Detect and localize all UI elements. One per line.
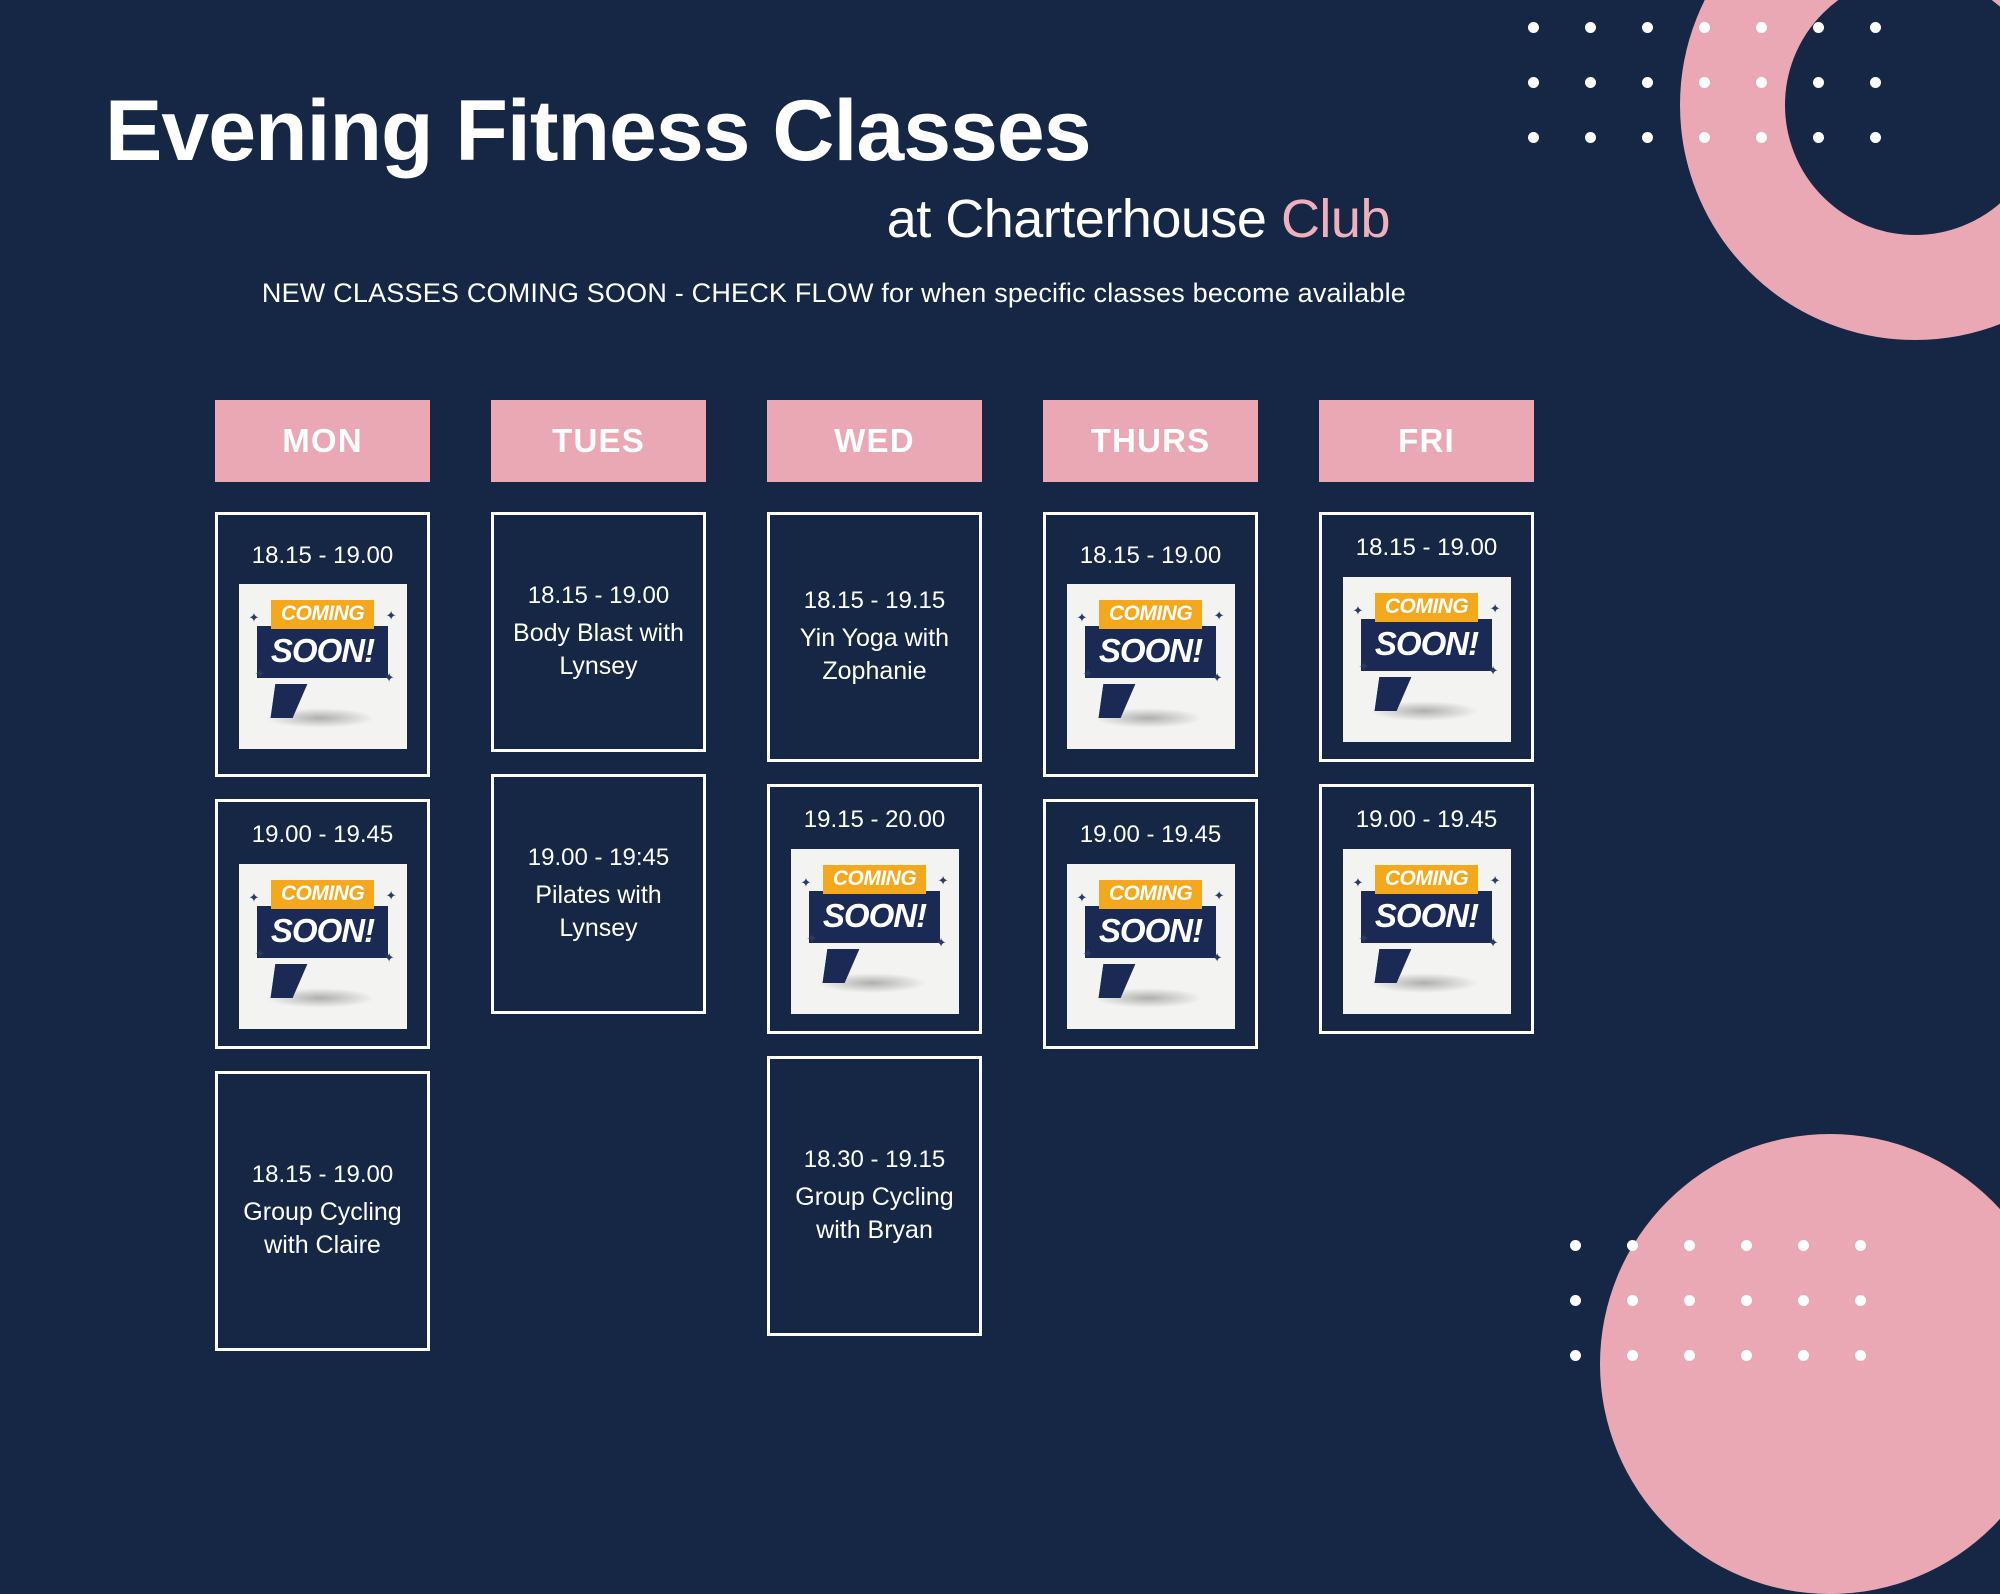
- badge-coming-label: COMING: [1375, 593, 1478, 622]
- class-slot-time: 19.00 - 19:45: [527, 844, 670, 872]
- badge-bubble-tail: [270, 964, 307, 998]
- decorative-dot: [1870, 77, 1881, 88]
- day-header-mon: MON: [215, 400, 430, 482]
- class-slot[interactable]: [1043, 512, 1258, 777]
- day-column-mon: [215, 400, 430, 1351]
- decorative-dot: [1813, 22, 1824, 33]
- decorative-dot: [1870, 22, 1881, 33]
- poster-header: [0, 0, 1500, 309]
- day-slot-list: [1043, 512, 1258, 1049]
- page-title: Evening Fitness Classes: [105, 83, 1091, 179]
- class-slot-time: 18.15 - 19.00: [527, 582, 670, 610]
- decorative-dot: [1699, 22, 1710, 33]
- badge-soon-label: SOON!: [1085, 906, 1216, 958]
- class-slot[interactable]: [767, 1056, 982, 1336]
- sparkle-icon: ✦: [254, 945, 266, 961]
- coming-soon-speech-bubble-icon: [1343, 577, 1511, 742]
- class-slot-time: 19.00 - 19.45: [251, 821, 394, 849]
- decorative-dot: [1813, 132, 1824, 143]
- coming-soon-speech-bubble-icon: [1343, 849, 1511, 1014]
- sparkle-icon: ✦: [254, 666, 266, 682]
- decorative-dot: [1528, 22, 1539, 33]
- class-slot-time: 18.30 - 19.15: [803, 1146, 946, 1174]
- class-slot[interactable]: [215, 799, 430, 1049]
- badge-bubble-tail: [270, 684, 307, 718]
- class-slot[interactable]: [215, 1071, 430, 1351]
- class-slot[interactable]: [491, 774, 706, 1014]
- sparkle-icon: ✦: [1076, 610, 1088, 626]
- day-column-wed: [767, 400, 982, 1351]
- coming-soon-speech-bubble-icon: [239, 864, 407, 1029]
- class-slot[interactable]: [767, 784, 982, 1034]
- coming-soon-speech-bubble-icon: [791, 849, 959, 1014]
- day-header-wed: WED: [767, 400, 982, 482]
- decorative-dot: [1756, 132, 1767, 143]
- sparkle-icon: ✦: [935, 934, 947, 950]
- badge-soon-label: SOON!: [1085, 626, 1216, 678]
- sparkle-icon: ✦: [1358, 658, 1370, 674]
- sparkle-icon: ✦: [1082, 666, 1094, 682]
- weekly-schedule-grid: [215, 400, 1534, 1351]
- decorative-dot-grid-top-right: [1528, 22, 1838, 172]
- class-slot-time: 19.15 - 20.00: [803, 806, 946, 834]
- decorative-dot: [1699, 132, 1710, 143]
- sparkle-icon: ✦: [1213, 887, 1225, 903]
- decorative-dot: [1855, 1295, 1866, 1306]
- sparkle-icon: ✦: [1489, 872, 1501, 888]
- decorative-dot: [1855, 1240, 1866, 1251]
- class-slot[interactable]: [1319, 512, 1534, 762]
- decorative-dot: [1756, 22, 1767, 33]
- class-slot-description: Pilates with Lynsey: [535, 880, 662, 943]
- sparkle-icon: ✦: [385, 608, 397, 624]
- coming-soon-speech-bubble-icon: [1067, 864, 1235, 1029]
- decorative-dot: [1798, 1240, 1809, 1251]
- sparkle-icon: ✦: [383, 670, 395, 686]
- sparkle-icon: ✦: [1352, 874, 1364, 890]
- day-slot-list: [1319, 512, 1534, 1034]
- class-slot[interactable]: [1043, 799, 1258, 1049]
- class-slot-description: Body Blast with Lynsey: [513, 618, 684, 681]
- class-slot-time: 19.00 - 19.45: [1355, 806, 1498, 834]
- class-slot[interactable]: [1319, 784, 1534, 1034]
- class-slot-time: 18.15 - 19.00: [251, 1161, 394, 1189]
- badge-coming-label: COMING: [271, 880, 374, 909]
- page-subtitle: [0, 188, 1500, 250]
- day-column-fri: [1319, 400, 1534, 1351]
- sparkle-icon: ✦: [383, 949, 395, 965]
- decorative-dot: [1684, 1350, 1695, 1361]
- decorative-dot: [1627, 1240, 1638, 1251]
- badge-soon-label: SOON!: [809, 891, 940, 943]
- day-column-tues: [491, 400, 706, 1351]
- sparkle-icon: ✦: [1076, 889, 1088, 905]
- page-tagline: NEW CLASSES COMING SOON - CHECK FLOW for when specific classes become available: [261, 278, 1406, 308]
- sparkle-icon: ✦: [937, 872, 949, 888]
- page-subtitle-main: at Charterhouse: [886, 189, 1281, 249]
- sparkle-icon: ✦: [1082, 945, 1094, 961]
- decorative-dot: [1699, 77, 1710, 88]
- badge-soon-label: SOON!: [1361, 619, 1492, 671]
- decorative-dot: [1585, 77, 1596, 88]
- sparkle-icon: ✦: [248, 610, 260, 626]
- class-slot-description: Yin Yoga with Zophanie: [799, 623, 950, 686]
- badge-bubble-tail: [1374, 949, 1411, 983]
- day-slot-list: [767, 512, 982, 1336]
- sparkle-icon: ✦: [385, 887, 397, 903]
- badge-soon-label: SOON!: [257, 626, 388, 678]
- decorative-dot: [1798, 1350, 1809, 1361]
- class-slot[interactable]: [215, 512, 430, 777]
- sparkle-icon: ✦: [800, 874, 812, 890]
- sparkle-icon: ✦: [1213, 608, 1225, 624]
- sparkle-icon: ✦: [1211, 670, 1223, 686]
- decorative-dot: [1642, 77, 1653, 88]
- day-header-tues: TUES: [491, 400, 706, 482]
- decorative-dot: [1684, 1295, 1695, 1306]
- decorative-dot: [1642, 22, 1653, 33]
- day-header-fri: FRI: [1319, 400, 1534, 482]
- class-slot-time: 18.15 - 19.15: [803, 587, 946, 615]
- decorative-dot: [1813, 77, 1824, 88]
- decorative-dot: [1528, 132, 1539, 143]
- day-column-thurs: [1043, 400, 1258, 1351]
- sparkle-icon: ✦: [1358, 930, 1370, 946]
- badge-coming-label: COMING: [1099, 880, 1202, 909]
- day-slot-list: [215, 512, 430, 1351]
- sparkle-icon: ✦: [1352, 602, 1364, 618]
- class-slot-time: 18.15 - 19.00: [1355, 534, 1498, 562]
- badge-coming-label: COMING: [823, 865, 926, 894]
- decorative-dot: [1870, 132, 1881, 143]
- class-slot-description: Group Cycling with Bryan: [795, 1182, 954, 1245]
- decorative-dot: [1642, 132, 1653, 143]
- decorative-dot: [1585, 22, 1596, 33]
- class-slot-time: 18.15 - 19.00: [251, 541, 394, 569]
- sparkle-icon: ✦: [1489, 600, 1501, 616]
- day-header-thurs: THURS: [1043, 400, 1258, 482]
- decorative-circle-bottom-right: [1600, 1134, 2000, 1594]
- sparkle-icon: ✦: [1211, 949, 1223, 965]
- decorative-dot: [1741, 1295, 1752, 1306]
- badge-bubble-tail: [1374, 677, 1411, 711]
- badge-coming-label: COMING: [1099, 600, 1202, 629]
- badge-bubble-tail: [1098, 684, 1135, 718]
- sparkle-icon: ✦: [806, 930, 818, 946]
- class-slot-time: 19.00 - 19.45: [1079, 821, 1222, 849]
- sparkle-icon: ✦: [248, 889, 260, 905]
- decorative-dot: [1627, 1350, 1638, 1361]
- decorative-dot: [1741, 1240, 1752, 1251]
- decorative-dot: [1570, 1240, 1581, 1251]
- decorative-dot: [1585, 132, 1596, 143]
- badge-soon-label: SOON!: [1361, 891, 1492, 943]
- class-slot-time: 18.15 - 19.00: [1079, 541, 1222, 569]
- decorative-dot: [1528, 77, 1539, 88]
- decorative-dot: [1741, 1350, 1752, 1361]
- class-slot[interactable]: [767, 512, 982, 762]
- decorative-dot: [1756, 77, 1767, 88]
- decorative-dot: [1798, 1295, 1809, 1306]
- decorative-dot: [1570, 1295, 1581, 1306]
- decorative-dot-grid-bottom-right: [1570, 1240, 1870, 1400]
- sparkle-icon: ✦: [1487, 934, 1499, 950]
- badge-soon-label: SOON!: [257, 906, 388, 958]
- badge-bubble-tail: [1098, 964, 1135, 998]
- coming-soon-speech-bubble-icon: [1067, 584, 1235, 749]
- decorative-dot: [1627, 1295, 1638, 1306]
- badge-bubble-tail: [822, 949, 859, 983]
- class-slot[interactable]: [491, 512, 706, 752]
- decorative-dot: [1684, 1240, 1695, 1251]
- page-subtitle-accent: Club: [1280, 189, 1390, 249]
- decorative-dot: [1855, 1350, 1866, 1361]
- decorative-donut-top-right: [1680, 0, 2000, 340]
- badge-coming-label: COMING: [271, 600, 374, 629]
- badge-coming-label: COMING: [1375, 865, 1478, 894]
- class-slot-description: Group Cycling with Claire: [243, 1197, 402, 1260]
- day-slot-list: [491, 512, 706, 1014]
- coming-soon-speech-bubble-icon: [239, 584, 407, 749]
- sparkle-icon: ✦: [1487, 662, 1499, 678]
- decorative-dot: [1570, 1350, 1581, 1361]
